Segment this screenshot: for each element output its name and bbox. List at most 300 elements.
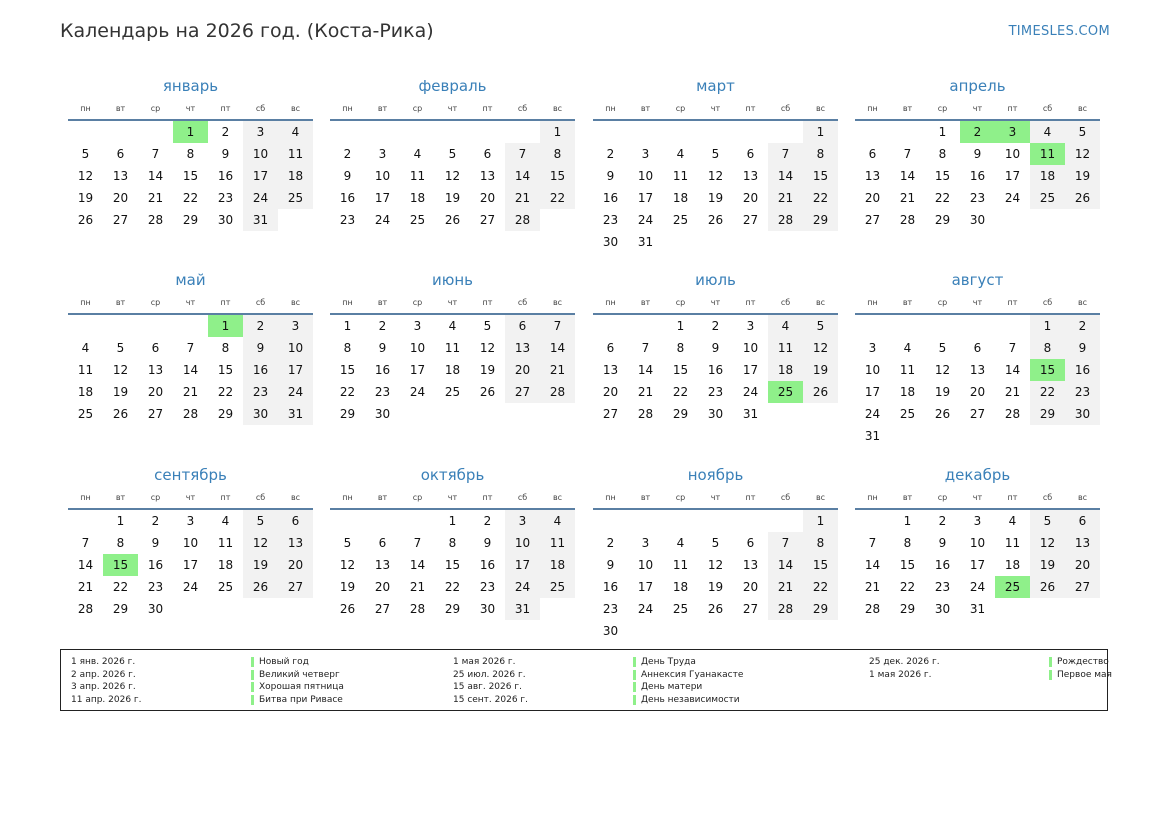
day-cell: 9: [243, 337, 278, 359]
weekday-label: пт: [482, 104, 493, 113]
day-cell: 19: [1030, 554, 1065, 576]
weekday-label: пт: [220, 493, 231, 502]
day-cell: 17: [637, 580, 654, 594]
day-cell: 27: [147, 407, 164, 421]
day-cell: 2: [606, 536, 615, 550]
day-cell: 25: [672, 213, 689, 227]
day-cell: 16: [479, 558, 496, 572]
day-cell: 14: [540, 337, 575, 359]
day-cell: 19: [1065, 165, 1100, 187]
month-name: декабрь: [944, 466, 1011, 484]
empty-cell: [890, 315, 925, 337]
day-cell: 14: [182, 363, 199, 377]
empty-cell: [628, 315, 663, 337]
legend-date: 1 янв. 2026 г.: [71, 657, 136, 667]
weekday-label: ср: [150, 298, 161, 307]
day-cell: 8: [676, 341, 685, 355]
day-cell: 14: [1004, 363, 1021, 377]
day-cell: 26: [243, 576, 278, 598]
day-cell: 19: [77, 191, 94, 205]
day-cell: 11: [672, 169, 689, 183]
empty-cell: [68, 510, 103, 532]
day-cell: 10: [409, 341, 426, 355]
day-cell: 9: [483, 536, 492, 550]
weekday-label: вт: [902, 493, 913, 502]
weekday-label: ср: [412, 298, 423, 307]
day-cell: 6: [746, 536, 755, 550]
legend-row: [453, 669, 743, 682]
month-name: февраль: [418, 77, 487, 95]
day-cell: 18: [1004, 558, 1021, 572]
day-cell: 11: [899, 363, 916, 377]
day-cell: 15: [934, 169, 951, 183]
weekday-header: [68, 491, 313, 505]
empty-cell: [925, 315, 960, 337]
month-block: [68, 266, 313, 425]
day-cell: 5: [1030, 510, 1065, 532]
day-cell: 3: [413, 319, 422, 333]
legend-column: [453, 656, 743, 706]
day-cell: 14: [864, 558, 881, 572]
weekday-header: [593, 296, 838, 310]
empty-cell: [768, 121, 803, 143]
holiday-day-cell: 25: [995, 576, 1030, 598]
day-cell: 28: [77, 602, 94, 616]
weekday-label: пн: [867, 104, 878, 113]
day-cell: 14: [637, 363, 654, 377]
day-cell: 26: [707, 602, 724, 616]
day-cell: 17: [637, 191, 654, 205]
weekday-label: вс: [1077, 493, 1088, 502]
day-cell: 24: [1004, 191, 1021, 205]
weekday-label: сб: [255, 104, 266, 113]
day-cell: 10: [637, 558, 654, 572]
day-cell: 14: [505, 165, 540, 187]
weekday-label: вт: [640, 298, 651, 307]
legend-date: 2 апр. 2026 г.: [71, 669, 136, 680]
legend-date: 11 апр. 2026 г.: [71, 694, 142, 705]
day-cell: 28: [409, 602, 426, 616]
holiday-day-cell: 2: [960, 121, 995, 143]
legend-date: 1 мая 2026 г.: [453, 657, 516, 667]
day-cell: 18: [409, 191, 426, 205]
day-cell: 10: [637, 169, 654, 183]
day-cell: 9: [606, 558, 615, 572]
day-cell: 23: [479, 580, 496, 594]
weekday-header: [855, 102, 1100, 116]
day-cell: 16: [602, 191, 619, 205]
day-cell: 29: [1030, 403, 1065, 425]
holiday-day-cell: 15: [103, 554, 138, 576]
day-cell: 11: [768, 337, 803, 359]
weekday-label: ср: [675, 104, 686, 113]
day-cell: 18: [672, 191, 689, 205]
weekday-label: сб: [780, 493, 791, 502]
holiday-color-marker: [1049, 670, 1052, 680]
day-cell: 26: [1065, 187, 1100, 209]
holiday-day-cell: 3: [995, 121, 1030, 143]
weekday-label: ср: [937, 104, 948, 113]
day-cell: 25: [217, 580, 234, 594]
day-cell: 26: [479, 385, 496, 399]
legend-holiday-name: Рождество: [1057, 657, 1109, 667]
day-cell: 30: [602, 624, 619, 638]
day-cell: 13: [1065, 532, 1100, 554]
day-cell: 1: [803, 121, 838, 143]
day-cell: 7: [903, 147, 912, 161]
day-cell: 5: [938, 341, 947, 355]
day-cell: 7: [641, 341, 650, 355]
day-cell: 4: [903, 341, 912, 355]
day-cell: 17: [243, 165, 278, 187]
weekday-label: чт: [447, 298, 458, 307]
day-cell: 22: [1030, 381, 1065, 403]
legend-holiday-name: Новый год: [259, 657, 309, 667]
day-cell: 23: [602, 602, 619, 616]
day-cell: 15: [182, 169, 199, 183]
month-name: апрель: [949, 77, 1006, 95]
empty-cell: [960, 315, 995, 337]
weekday-label: пт: [745, 493, 756, 502]
day-cell: 12: [77, 169, 94, 183]
holiday-color-marker: [251, 670, 254, 680]
day-cell: 23: [707, 385, 724, 399]
day-cell: 24: [969, 580, 986, 594]
page-title: Календарь на 2026 год. (Коста-Рика): [60, 20, 434, 42]
legend-row: [453, 656, 743, 669]
day-cell: 8: [938, 147, 947, 161]
day-cell: 19: [479, 363, 496, 377]
empty-cell: [68, 121, 103, 143]
day-cell: 2: [711, 319, 720, 333]
weekday-header: [855, 296, 1100, 310]
day-cell: 12: [707, 169, 724, 183]
legend-holiday-name: Хорошая пятница: [259, 682, 344, 692]
weekday-label: чт: [185, 104, 196, 113]
day-cell: 30: [602, 235, 619, 249]
day-cell: 17: [182, 558, 199, 572]
day-cell: 9: [973, 147, 982, 161]
weekday-label: пт: [745, 104, 756, 113]
day-cell: 13: [278, 532, 313, 554]
weekday-label: пн: [867, 493, 878, 502]
day-cell: 24: [637, 602, 654, 616]
day-cell: 4: [540, 510, 575, 532]
legend-row: [71, 681, 344, 694]
weekday-label: вс: [1077, 104, 1088, 113]
day-cell: 31: [864, 429, 881, 443]
day-cell: 5: [711, 147, 720, 161]
legend-holiday-name: Великий четверг: [259, 669, 340, 680]
day-cell: 21: [637, 385, 654, 399]
day-cell: 22: [672, 385, 689, 399]
day-cell: 10: [505, 532, 540, 554]
legend-date: 15 авг. 2026 г.: [453, 682, 522, 692]
day-cell: 11: [540, 532, 575, 554]
day-cell: 20: [278, 554, 313, 576]
day-cell: 3: [186, 514, 195, 528]
day-cell: 21: [899, 191, 916, 205]
empty-cell: [855, 315, 890, 337]
day-cell: 29: [182, 213, 199, 227]
weekday-label: вс: [552, 104, 563, 113]
day-cell: 10: [742, 341, 759, 355]
day-cell: 25: [409, 213, 426, 227]
holiday-day-cell: 1: [208, 315, 243, 337]
day-cell: 25: [77, 407, 94, 421]
day-cell: 22: [112, 580, 129, 594]
day-cell: 25: [540, 576, 575, 598]
day-cell: 7: [868, 536, 877, 550]
legend-row: [869, 669, 1112, 682]
month-block: [593, 72, 838, 253]
day-cell: 20: [602, 385, 619, 399]
empty-cell: [330, 510, 365, 532]
day-cell: 16: [374, 363, 391, 377]
day-cell: 20: [1065, 554, 1100, 576]
empty-cell: [505, 121, 540, 143]
weekday-label: вс: [815, 298, 826, 307]
weekday-label: сб: [1042, 298, 1053, 307]
day-cell: 16: [339, 191, 356, 205]
weekday-label: пн: [80, 104, 91, 113]
day-cell: 26: [444, 213, 461, 227]
day-cell: 29: [444, 602, 461, 616]
legend-holiday-name: Аннексия Гуанакасте: [641, 669, 744, 680]
legend-column: [869, 656, 1112, 681]
day-cell: 4: [676, 147, 685, 161]
day-cell: 5: [803, 315, 838, 337]
weekday-label: вс: [290, 493, 301, 502]
day-cell: 15: [540, 165, 575, 187]
day-cell: 18: [77, 385, 94, 399]
day-cell: 9: [151, 536, 160, 550]
empty-cell: [663, 121, 698, 143]
day-cell: 18: [672, 580, 689, 594]
day-cell: 6: [973, 341, 982, 355]
day-cell: 7: [413, 536, 422, 550]
weekday-label: ср: [675, 298, 686, 307]
legend-holiday-name: День Труда: [641, 657, 696, 667]
day-cell: 27: [374, 602, 391, 616]
day-cell: 29: [899, 602, 916, 616]
empty-cell: [890, 121, 925, 143]
day-cell: 2: [1065, 315, 1100, 337]
empty-cell: [103, 315, 138, 337]
day-cell: 26: [707, 213, 724, 227]
day-cell: 13: [112, 169, 129, 183]
weekday-label: ср: [412, 493, 423, 502]
day-cell: 19: [339, 580, 356, 594]
weekday-label: вс: [815, 493, 826, 502]
day-cell: 15: [672, 363, 689, 377]
day-cell: 21: [768, 576, 803, 598]
day-cell: 24: [278, 381, 313, 403]
day-cell: 4: [1030, 121, 1065, 143]
month-name: октябрь: [420, 466, 485, 484]
day-cell: 3: [243, 121, 278, 143]
day-cell: 14: [768, 165, 803, 187]
day-cell: 3: [973, 514, 982, 528]
day-cell: 14: [899, 169, 916, 183]
day-grid: [330, 315, 575, 425]
holiday-color-marker: [633, 670, 636, 680]
day-cell: 13: [147, 363, 164, 377]
weekday-label: вт: [902, 298, 913, 307]
day-cell: 12: [1030, 532, 1065, 554]
empty-cell: [768, 510, 803, 532]
day-cell: 15: [899, 558, 916, 572]
day-cell: 15: [803, 554, 838, 576]
day-cell: 27: [479, 213, 496, 227]
day-cell: 11: [77, 363, 94, 377]
weekday-header: [68, 102, 313, 116]
legend-row: [453, 681, 743, 694]
day-cell: 27: [864, 213, 881, 227]
day-cell: 26: [339, 602, 356, 616]
day-cell: 25: [672, 602, 689, 616]
day-grid: [593, 510, 838, 642]
day-cell: 21: [182, 385, 199, 399]
day-cell: 25: [1030, 187, 1065, 209]
holiday-color-marker: [251, 695, 254, 705]
day-cell: 29: [112, 602, 129, 616]
day-cell: 16: [147, 558, 164, 572]
day-cell: 21: [768, 187, 803, 209]
weekday-label: пт: [482, 298, 493, 307]
month-name: ноябрь: [687, 466, 744, 484]
day-cell: 21: [147, 191, 164, 205]
weekday-label: ср: [937, 298, 948, 307]
weekday-label: чт: [972, 298, 983, 307]
day-cell: 7: [540, 315, 575, 337]
weekday-label: пн: [80, 493, 91, 502]
day-cell: 18: [540, 554, 575, 576]
site-link[interactable]: TIMESLES.COM: [1008, 24, 1110, 39]
weekday-label: сб: [255, 493, 266, 502]
month-block: [68, 461, 313, 620]
day-cell: 2: [221, 125, 230, 139]
day-cell: 1: [1030, 315, 1065, 337]
empty-cell: [400, 121, 435, 143]
legend-holiday-name: Битва при Ривасе: [259, 694, 343, 705]
month-block: [855, 461, 1100, 620]
day-cell: 7: [186, 341, 195, 355]
month-name: август: [951, 271, 1004, 289]
day-cell: 23: [339, 213, 356, 227]
day-cell: 21: [864, 580, 881, 594]
day-cell: 2: [343, 147, 352, 161]
day-grid: [855, 510, 1100, 620]
day-cell: 23: [243, 381, 278, 403]
empty-cell: [435, 121, 470, 143]
day-grid: [593, 315, 838, 425]
month-block: [593, 461, 838, 642]
empty-cell: [593, 510, 628, 532]
day-cell: 8: [540, 143, 575, 165]
day-cell: 3: [746, 319, 755, 333]
day-cell: 28: [1004, 407, 1021, 421]
day-cell: 12: [444, 169, 461, 183]
day-cell: 22: [182, 191, 199, 205]
day-cell: 27: [112, 213, 129, 227]
day-cell: 23: [602, 213, 619, 227]
day-cell: 12: [112, 363, 129, 377]
legend-holiday-name: День независимости: [641, 694, 740, 705]
day-cell: 9: [1065, 337, 1100, 359]
month-name: январь: [162, 77, 219, 95]
day-cell: 16: [217, 169, 234, 183]
day-grid: [855, 121, 1100, 231]
day-grid: [330, 510, 575, 620]
day-cell: 27: [278, 576, 313, 598]
month-block: [593, 266, 838, 425]
day-cell: 27: [602, 407, 619, 421]
day-cell: 16: [934, 558, 951, 572]
legend-row: [71, 694, 344, 707]
weekday-header: [330, 296, 575, 310]
day-cell: 9: [938, 536, 947, 550]
day-cell: 27: [505, 381, 540, 403]
day-cell: 19: [707, 191, 724, 205]
day-cell: 24: [182, 580, 199, 594]
holiday-legend: [60, 649, 1112, 711]
day-cell: 28: [505, 209, 540, 231]
weekday-header: [855, 491, 1100, 505]
day-cell: 4: [676, 536, 685, 550]
day-cell: 23: [147, 580, 164, 594]
weekday-label: чт: [447, 104, 458, 113]
day-cell: 9: [378, 341, 387, 355]
weekday-header: [330, 491, 575, 505]
day-grid: [68, 510, 313, 620]
day-cell: 21: [409, 580, 426, 594]
weekday-label: сб: [255, 298, 266, 307]
day-cell: 13: [969, 363, 986, 377]
day-cell: 19: [112, 385, 129, 399]
weekday-label: вт: [115, 104, 126, 113]
day-cell: 11: [672, 558, 689, 572]
day-cell: 5: [343, 536, 352, 550]
day-cell: 10: [969, 536, 986, 550]
weekday-label: пн: [867, 298, 878, 307]
day-cell: 30: [969, 213, 986, 227]
holiday-color-marker: [251, 682, 254, 692]
weekday-label: вт: [640, 493, 651, 502]
month-name: сентябрь: [154, 466, 227, 484]
weekday-label: вс: [552, 493, 563, 502]
day-cell: 22: [803, 187, 838, 209]
day-cell: 30: [707, 407, 724, 421]
weekday-label: пн: [605, 104, 616, 113]
day-cell: 12: [479, 341, 496, 355]
legend-row: [71, 656, 344, 669]
month-block: [855, 266, 1100, 447]
day-cell: 3: [278, 315, 313, 337]
day-cell: 9: [343, 169, 352, 183]
day-cell: 6: [151, 341, 160, 355]
day-cell: 6: [505, 315, 540, 337]
day-cell: 8: [803, 143, 838, 165]
month-block: [330, 461, 575, 620]
day-cell: 29: [339, 407, 356, 421]
empty-cell: [138, 315, 173, 337]
day-cell: 5: [243, 510, 278, 532]
empty-cell: [365, 510, 400, 532]
day-cell: 23: [969, 191, 986, 205]
day-cell: 5: [116, 341, 125, 355]
month-block: [68, 72, 313, 231]
